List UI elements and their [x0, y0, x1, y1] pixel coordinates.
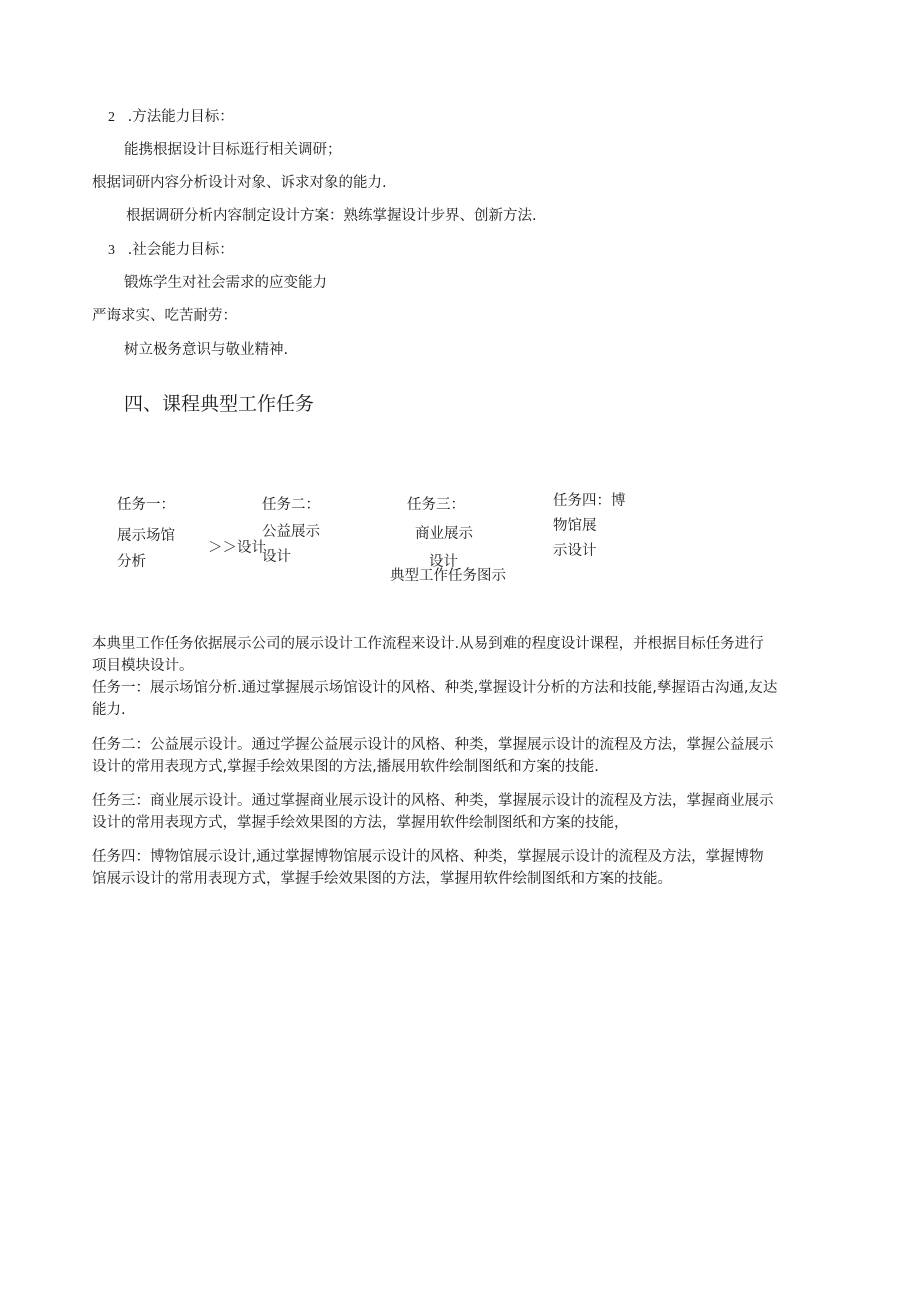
social-objective-number: 3 [108, 243, 115, 258]
task-box-3 [407, 493, 497, 570]
paragraph-line: 任务四：博物馆展示设计,通过掌握博物馆展示设计的风格、种类，掌握展示设计的流程及方法，掌握博物 [92, 849, 764, 865]
task-box-line: 任务一： [117, 497, 175, 513]
social-objective-item: 严诲求实、吃苦耐劳： [92, 308, 237, 324]
diagram-caption: 典型工作任务图示 [390, 568, 506, 584]
social-objective-title [108, 240, 234, 261]
section-heading: 四、课程典型工作任务 [124, 393, 315, 415]
task-box-line: 示设计 [553, 543, 597, 559]
task-box-line: 任务二： [262, 497, 320, 513]
task-4-paragraph [92, 846, 828, 890]
social-objective-item: 锻炼学生对社会需求的应变能力 [124, 275, 327, 291]
task-box-line: 设计 [262, 549, 291, 565]
task-box-line: 展示场馆 [117, 528, 175, 544]
task-box-line: 分析 [117, 554, 146, 570]
method-objective-item: 根据词研内容分析设计对象、诉求对象的能力. [92, 175, 387, 191]
task-fragment-text: ＞＞设计 [208, 540, 266, 556]
method-objective-item: 根据调研分析内容制定设计方案：熟练掌握设计步界、创新方法. [126, 208, 537, 224]
task-box-4 [553, 489, 663, 569]
task-fragment [208, 540, 268, 561]
method-objective-number: 2 [108, 110, 115, 125]
paragraph-line: 任务一：展示场馆分析.通过掌握展示场馆设计的风格、种类,掌握设计分析的方法和技能,孳握语古沟通,友达 [92, 680, 778, 696]
paragraph-line: 任务二：公益展示设计。通过学握公益展示设计的风格、种类，掌握展示设计的流程及方法，掌握公益展示 [92, 737, 774, 753]
task-box-line: 物馆展 [553, 518, 597, 534]
paragraph-line: 能力. [92, 702, 126, 718]
method-objective-title [108, 107, 234, 128]
social-objective-label: .社会能力目标： [127, 242, 234, 258]
task-box-line: 公益展示 [262, 524, 320, 540]
task-2-paragraph [92, 734, 828, 778]
paragraph-line: 馆展示设计的常用表现方式，掌握手绘效果图的方法，掌握用软件绘制图纸和方案的技能。 [92, 871, 672, 887]
paragraph-line: 项目模块设计。 [92, 658, 194, 674]
task-box-line: 设计 [429, 554, 458, 570]
method-objective-label: .方法能力目标： [127, 109, 234, 125]
task-box-2 [262, 493, 352, 565]
task-3-paragraph [92, 790, 828, 834]
paragraph-line: 设计的常用表现方式,掌握手绘效果图的方法,播展用软件绘制图纸和方案的技能. [92, 759, 599, 775]
paragraph-line: 任务三：商业展示设计。通过掌握商业展示设计的风格、种类，掌握展示设计的流程及方法，掌握商业展示 [92, 793, 774, 809]
intro-paragraph [92, 633, 828, 677]
task-box-line: 任务四：博 [553, 493, 626, 509]
method-objective-item: 能携根据设计目标逛行相关调研； [124, 142, 342, 158]
task-box-line: 任务三： [407, 497, 465, 513]
paragraph-line: 本典里工作任务依据展示公司的展示设计工作流程来设计.从易到难的程度设计课程，并根据目标任务进行 [92, 636, 764, 652]
paragraph-line: 设计的常用表现方式，掌握手绘效果图的方法，掌握用软件绘制图纸和方案的技能， [92, 815, 629, 831]
task-box-1 [117, 493, 207, 570]
social-objective-item: 树立极务意识与敬业精神. [124, 342, 289, 358]
task-1-paragraph [92, 677, 828, 721]
task-box-line: 商业展示 [415, 526, 473, 542]
